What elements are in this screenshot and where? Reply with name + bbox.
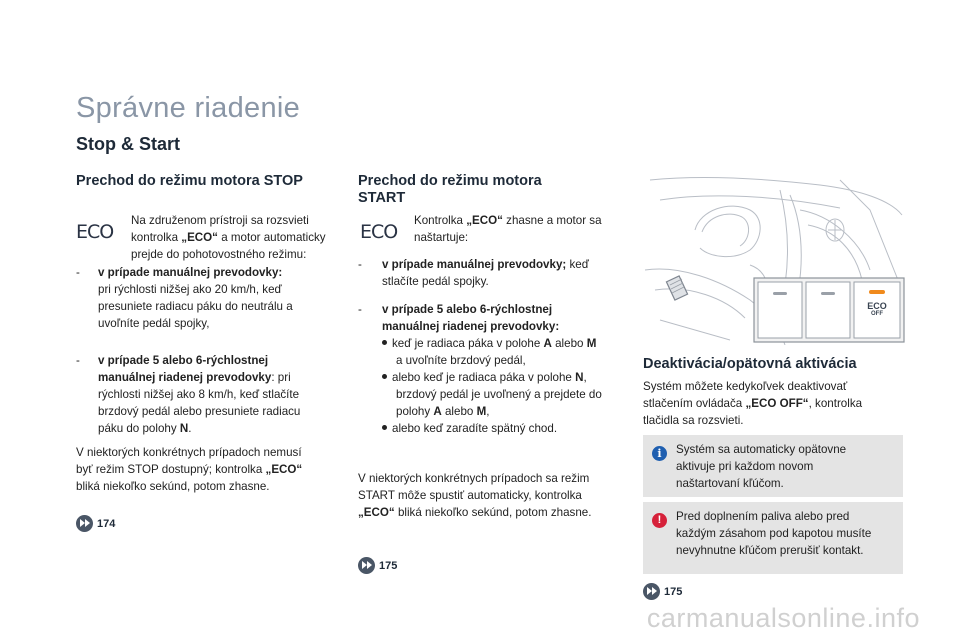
col1-item-manual: - v prípade manuálnej prevodovky: pri rýchlosti nižšej ako 20 km/h, keď presuniete radiacu páku do neutrálu a uvoľníte pedál spojky,: [76, 266, 293, 330]
watermark: carmanualsonline.info: [646, 603, 920, 633]
page-ref-number: 175: [664, 585, 683, 598]
col2-note: V niektorých konkrétnych prípadoch sa režim START môže spustiť automaticky, kontrolka „ECO“ bliká niekoľko sekúnd, potom zhasne.: [358, 472, 592, 519]
dashboard-illustration: [640, 170, 905, 345]
double-arrow-icon: [358, 557, 375, 574]
eco-off-button-off: OFF: [871, 311, 883, 317]
eco-indicator-label: ECO: [76, 221, 114, 243]
section-title: Stop & Start: [76, 134, 181, 154]
info-text: Systém sa automaticky opätovne aktivuje pri každom novom naštartovaní kľúčom.: [676, 443, 847, 490]
page-ref-link[interactable]: [76, 515, 115, 532]
col1-intro-line: kontrolka „ECO“ a motor automaticky: [131, 231, 326, 244]
page-ref-number: 175: [379, 559, 398, 572]
col1-note: V niektorých konkrétnych prípadoch nemusí byť režim STOP dostupný; kontrolka „ECO“ bliká niekoľko sekúnd, potom zhasne.: [76, 446, 303, 493]
page-title: Správne riadenie: [76, 92, 301, 124]
eco-indicator-icon: [360, 221, 397, 243]
col2-title: Prechod do režimu motora START: [358, 173, 542, 206]
list-item: alebo keď zaradíte spätný chod.: [382, 420, 628, 437]
dashboard-line-drawing: [640, 170, 905, 345]
col1-intro-line: prejde do pohotovostného režimu:: [131, 248, 307, 261]
eco-indicator-icon: [76, 221, 113, 243]
warning-text: Pred doplnením paliva alebo pred každým zásahom pod kapotou musíte nevyhnutne kľúčom prerušiť kontakt.: [676, 510, 872, 557]
eco-indicator-label: ECO: [360, 221, 398, 243]
col2-intro: Kontrolka „ECO“ zhasne a motor sa naštartuje:: [414, 214, 602, 244]
col1-intro-line: Na združenom prístroji sa rozsvieti: [131, 214, 309, 227]
col3-title: Deaktivácia/opätovná aktivácia: [643, 356, 857, 372]
double-arrow-icon: [643, 583, 660, 600]
warning-box: [643, 502, 903, 574]
eco-off-button-eco: ECO: [867, 301, 887, 311]
double-arrow-icon: [76, 515, 93, 532]
col1-item-robotized: - v prípade 5 alebo 6-rýchlostnej manuálnej riadenej prevodovky: pri rýchlosti nižšej ako 8 km/h, keď stlačíte brzdový pedál alebo presuniete radiacu páku do polohy N.: [76, 354, 301, 435]
page-ref-link[interactable]: [643, 583, 682, 600]
col2-item-robotized: - v prípade 5 alebo 6-rýchlostnej manuálnej riadenej prevodovky: keď je radiaca páka v polohe A alebo M a uvoľníte brzdový pedál, alebo keď je radiaca páka v polohe N, brzdový pedál je uvoľnený a prejdete do polohy A alebo M, alebo keď zaradíte spätný chod.: [358, 301, 628, 437]
info-icon: i: [652, 446, 667, 461]
warning-icon: !: [652, 513, 667, 528]
page-ref-link[interactable]: [358, 557, 397, 574]
col2-item-manual: - v prípade manuálnej prevodovky; keď stlačíte pedál spojky.: [358, 258, 589, 288]
eco-off-led: [869, 290, 885, 294]
col1-intro: [131, 212, 331, 263]
list-item: keď je radiaca páka v polohe A alebo M: [382, 335, 628, 352]
info-box: [643, 435, 903, 497]
col1-title: Prechod do režimu motora STOP: [76, 173, 303, 189]
page-ref-number: 174: [97, 517, 116, 530]
col3-paragraph: Systém môžete kedykoľvek deaktivovať stlačením ovládača „ECO OFF“, kontrolka tlačidla sa rozsvieti.: [643, 380, 863, 427]
eco-off-button[interactable]: [854, 302, 900, 318]
list-item: alebo keď je radiaca páka v polohe N,: [382, 369, 628, 386]
